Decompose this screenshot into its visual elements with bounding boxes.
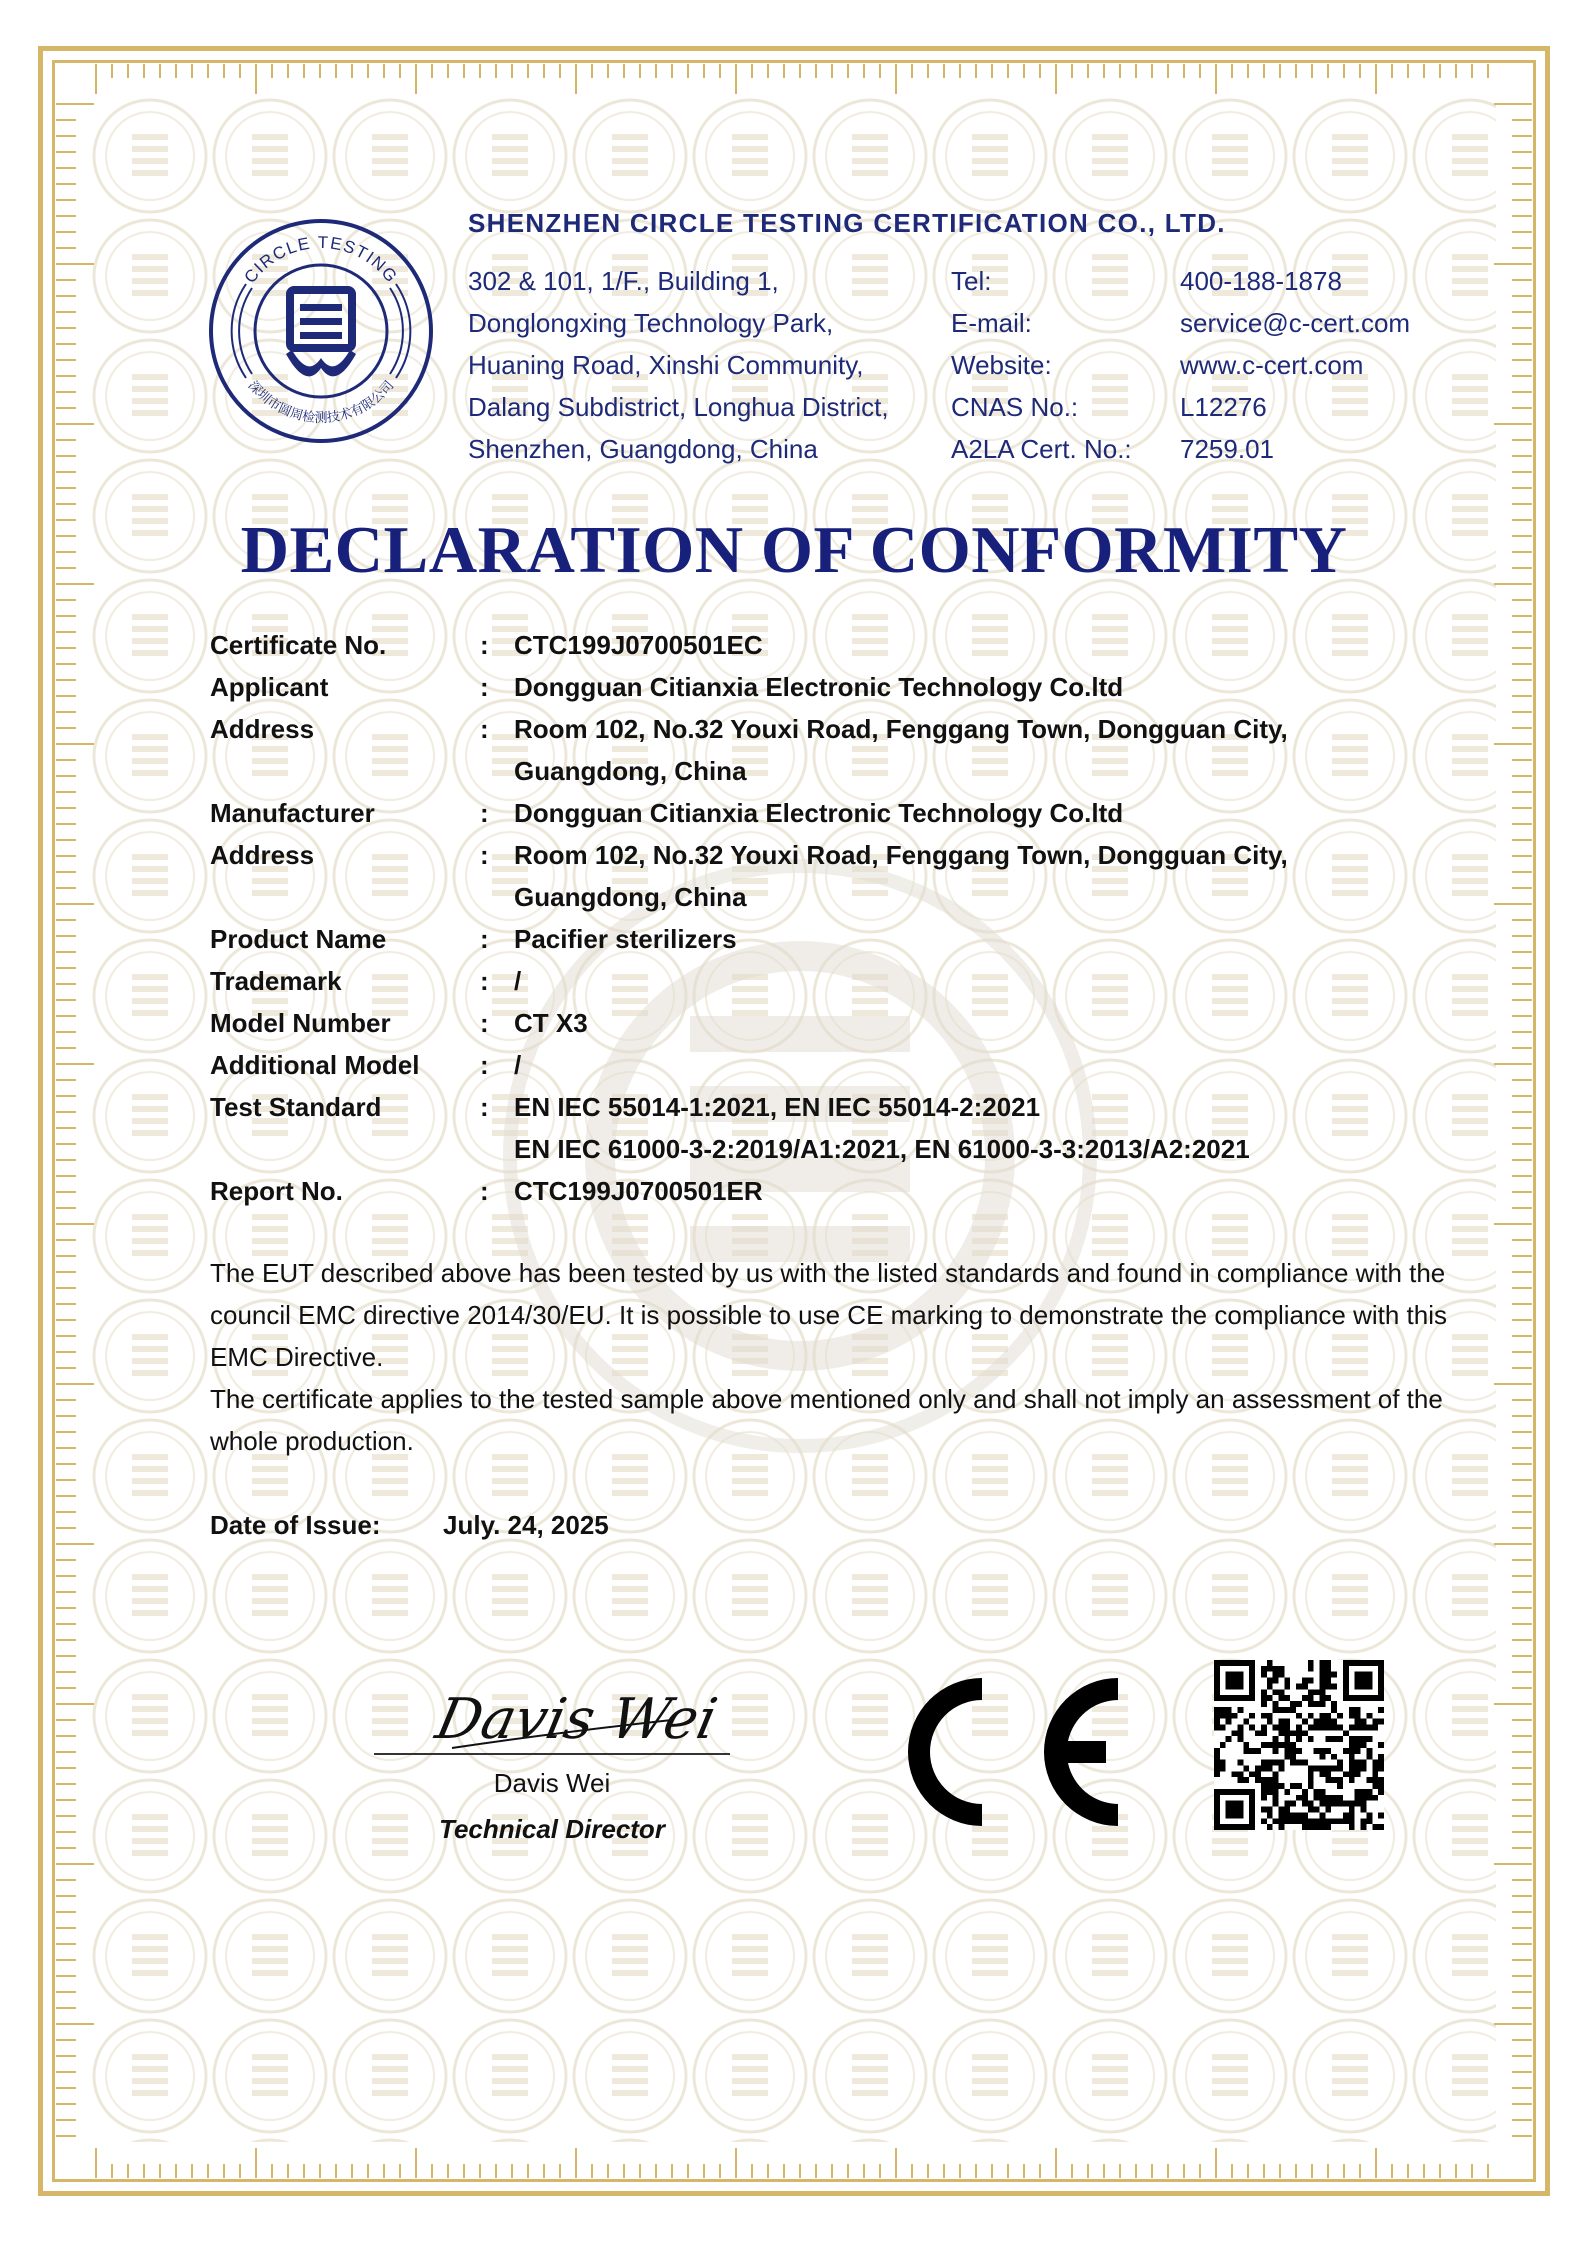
field-label: Model Number (210, 1008, 391, 1038)
issue-date: July. 24, 2025 (443, 1510, 609, 1540)
field-value: CTC199J0700501EC (514, 630, 763, 660)
field-value: CTC199J0700501ER (514, 1176, 763, 1206)
contact-label-website: Website: (951, 350, 1052, 380)
field-label: Manufacturer (210, 798, 375, 828)
field-label: Certificate No. (210, 630, 387, 660)
border-ticks-right (1492, 64, 1532, 2178)
address-line: Donglongxing Technology Park, (468, 308, 834, 338)
statement-paragraph: The EUT described above has been tested by us with the listed standards and found in compliance with the council EMC directive 2014/30/EU. It is possible to use CE marking to demonstrate the compliance with this EMC Directive. (210, 1258, 1448, 1372)
field-product-name (210, 918, 1440, 960)
field-value: EN IEC 61000-3-2:2019/A1:2021, EN 61000-3-3:2013/A2:2021 (514, 1134, 1250, 1164)
field-certificate-no (210, 624, 1440, 666)
field-colon: : (480, 714, 489, 744)
field-label: Applicant (210, 672, 329, 702)
field-label: Product Name (210, 924, 387, 954)
border-ticks-bottom (56, 2144, 1532, 2178)
statement-paragraph: The certificate applies to the tested sample above mentioned only and shall not imply an assessment of the whole production. (210, 1384, 1443, 1456)
svg-text:深圳市圆周检测技术有限公司 (245, 378, 397, 426)
field-colon: : (480, 1092, 489, 1122)
field-value: Room 102, No.32 Youxi Road, Fenggang Town, Dongguan City, (514, 840, 1288, 870)
field-test-standard (210, 1086, 1440, 1170)
contact-label-cnas: CNAS No.: (951, 392, 1079, 422)
field-colon: : (480, 924, 489, 954)
seal-ring-text: CIRCLE TESTING (240, 232, 402, 287)
contact-values (1180, 260, 1410, 470)
field-value: EN IEC 55014-1:2021, EN IEC 55014-2:2021 (514, 1092, 1041, 1122)
field-colon: : (480, 1008, 489, 1038)
field-label: Test Standard (210, 1092, 382, 1122)
ce-mark-icon (906, 1676, 1120, 1828)
field-value: Dongguan Citianxia Electronic Technology Co.ltd (514, 672, 1124, 702)
date-of-issue (210, 1504, 609, 1546)
field-colon: : (480, 840, 489, 870)
field-additional-model (210, 1044, 1440, 1086)
document-title: DECLARATION OF CONFORMITY (240, 513, 1348, 587)
field-value: Dongguan Citianxia Electronic Technology Co.ltd (514, 798, 1124, 828)
field-label: Trademark (210, 966, 342, 996)
contact-value-email: service@c-cert.com (1180, 308, 1411, 338)
field-colon: : (480, 630, 489, 660)
field-manufacturer-address (210, 834, 1440, 918)
contact-value-a2la: 7259.01 (1180, 434, 1274, 464)
field-label: Additional Model (210, 1050, 420, 1080)
field-value: / (514, 1050, 522, 1080)
field-value: / (514, 966, 522, 996)
signatory-name: Davis Wei (493, 1768, 611, 1798)
border-ticks-top (56, 64, 1532, 98)
field-colon: : (480, 1176, 489, 1206)
field-value: Guangdong, China (514, 756, 747, 786)
field-report-no (210, 1170, 1440, 1212)
field-label: Report No. (210, 1176, 343, 1206)
field-manufacturer (210, 792, 1440, 834)
address-line: 302 & 101, 1/F., Building 1, (468, 266, 779, 296)
address-line: Huaning Road, Xinshi Community, (468, 350, 864, 380)
qr-code-icon (1214, 1660, 1384, 1830)
field-label: Address (210, 840, 315, 870)
field-value: Pacifier sterilizers (514, 924, 737, 954)
field-label: Address (210, 714, 315, 744)
signature-line (374, 1753, 730, 1755)
handwritten-signature (430, 1660, 723, 1760)
company-address (468, 260, 889, 470)
certificate-fields (210, 624, 1440, 1212)
field-applicant (210, 666, 1440, 708)
field-model-number (210, 1002, 1440, 1044)
compliance-statement (210, 1252, 1450, 1462)
field-trademark (210, 960, 1440, 1002)
field-colon: : (480, 966, 489, 996)
address-line: Shenzhen, Guangdong, China (468, 434, 818, 464)
contact-value-tel: 400-188-1878 (1180, 266, 1342, 296)
company-name: SHENZHEN CIRCLE TESTING CERTIFICATION CO., LTD. (468, 208, 1226, 238)
field-value: Room 102, No.32 Youxi Road, Fenggang Town, Dongguan City, (514, 714, 1288, 744)
contact-label-tel: Tel: (951, 266, 992, 296)
issue-label: Date of Issue: (210, 1510, 381, 1540)
field-value: CT X3 (514, 1008, 588, 1038)
field-colon: : (480, 798, 489, 828)
signatory-title: Technical Director (439, 1814, 665, 1844)
contact-label-email: E-mail: (951, 308, 1032, 338)
contact-label-a2la: A2LA Cert. No.: (951, 434, 1132, 464)
contact-labels (951, 260, 1132, 470)
field-colon: : (480, 1050, 489, 1080)
field-applicant-address (210, 708, 1440, 792)
field-colon: : (480, 672, 489, 702)
svg-text:Davis Wei: Davis Wei (430, 1686, 723, 1752)
seal-chinese-text: 深圳市圆周检测技术有限公司 (244, 378, 398, 426)
company-seal-icon (208, 218, 434, 444)
border-ticks-left (56, 64, 96, 2178)
contact-value-website: www.c-cert.com (1180, 350, 1364, 380)
field-value: Guangdong, China (514, 882, 747, 912)
address-line: Dalang Subdistrict, Longhua District, (468, 392, 889, 422)
svg-text:CIRCLE TESTING (240, 233, 401, 287)
contact-value-cnas: L12276 (1180, 392, 1267, 422)
